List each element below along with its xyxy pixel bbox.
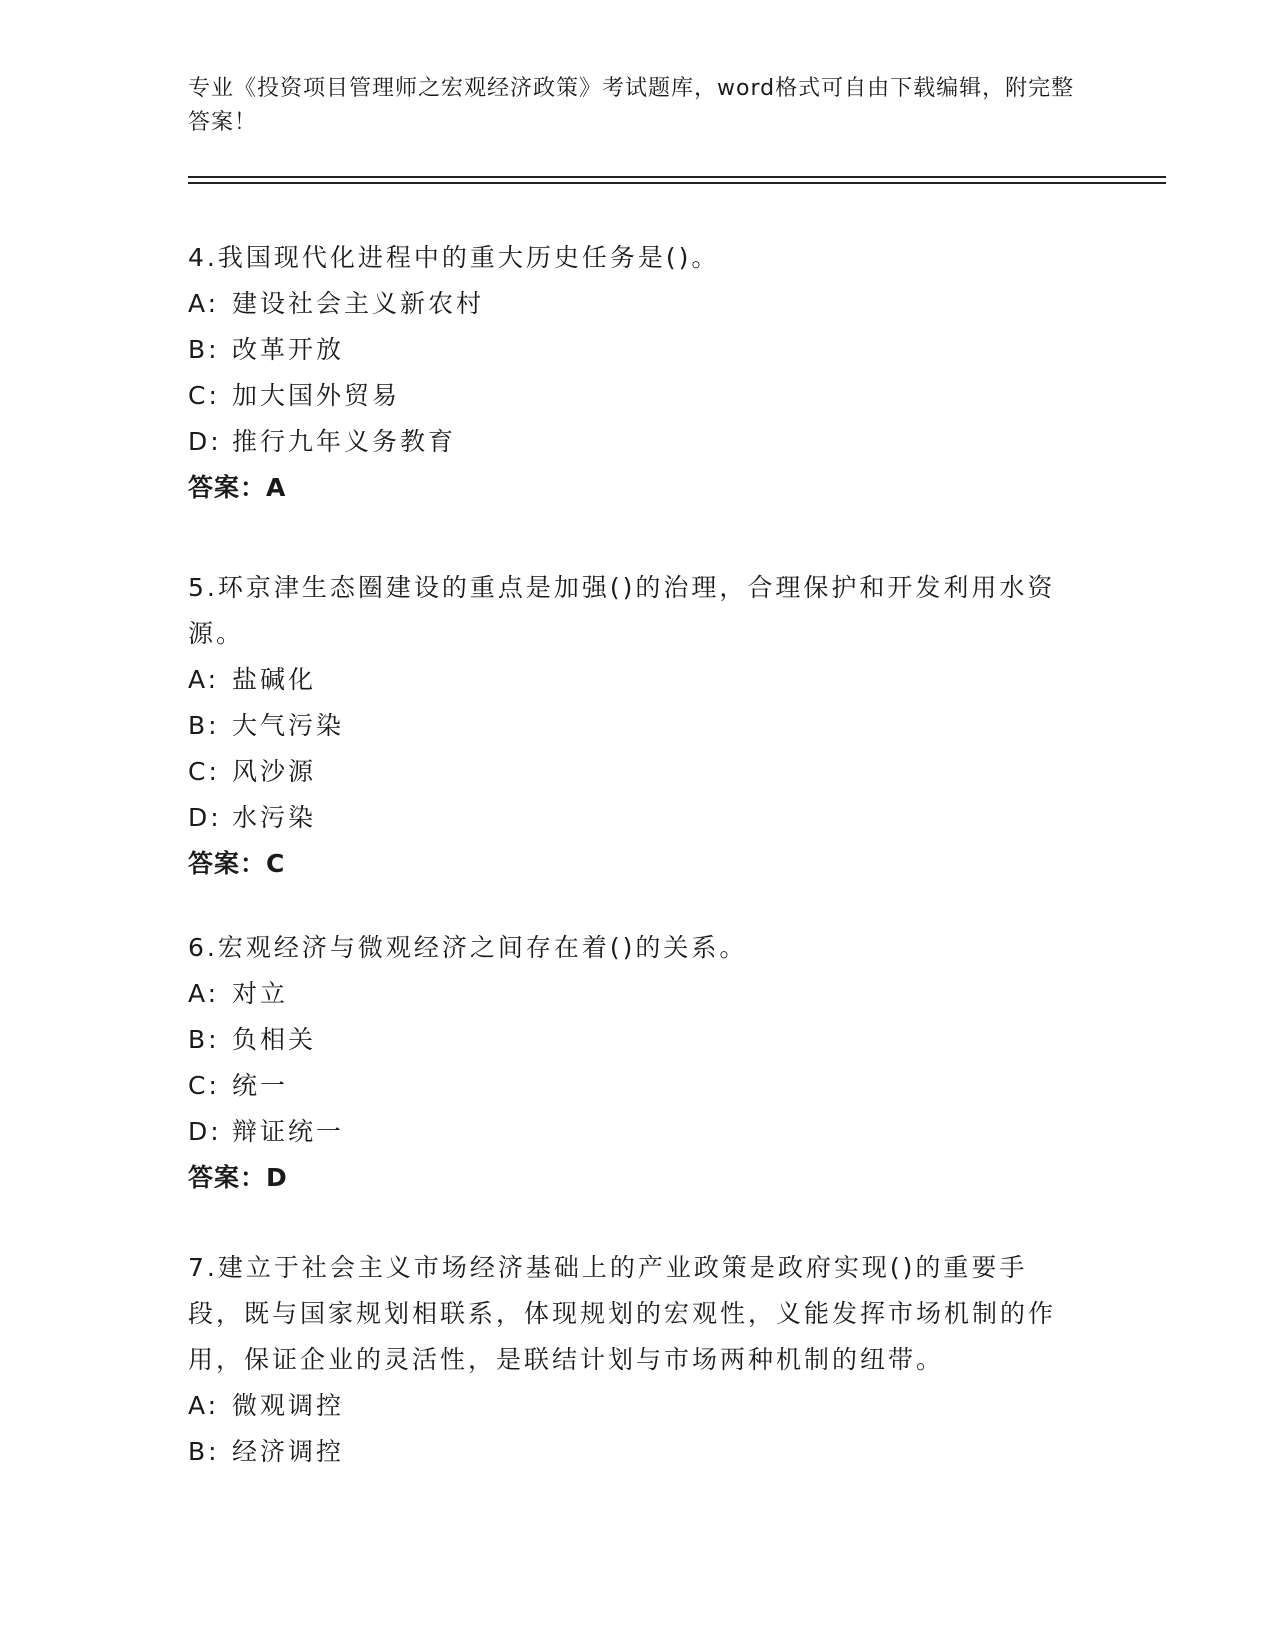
question-6 (188, 925, 1068, 1201)
option-d (188, 1109, 1068, 1155)
option-c (188, 373, 1068, 419)
option-label: A: (188, 979, 220, 1008)
header-divider-bottom (188, 182, 1166, 184)
header-divider-top (188, 176, 1166, 178)
option-text: 改革开放 (232, 335, 345, 364)
option-text: 推行九年义务教育 (232, 427, 457, 456)
option-text: 大气污染 (232, 711, 345, 740)
option-label: B: (188, 1437, 220, 1466)
option-b (188, 1429, 1068, 1475)
option-label: A: (188, 665, 220, 694)
option-label: D: (188, 1117, 222, 1146)
option-a (188, 971, 1068, 1017)
option-label: C: (188, 1071, 220, 1100)
option-text: 建设社会主义新农村 (232, 289, 485, 318)
option-label: A: (188, 1391, 220, 1420)
answer-line: 答案：C (188, 849, 286, 878)
answer-line: 答案：A (188, 473, 287, 502)
option-b (188, 1017, 1068, 1063)
question-7 (188, 1245, 1068, 1475)
option-c (188, 1063, 1068, 1109)
option-c (188, 749, 1068, 795)
option-b (188, 327, 1068, 373)
question-stem: 5.环京津生态圈建设的重点是加强()的治理，合理保护和开发利用水资源。 (188, 573, 1056, 648)
option-text: 对立 (232, 979, 289, 1008)
option-b (188, 703, 1068, 749)
option-label: A: (188, 289, 220, 318)
document-header (188, 72, 1088, 140)
question-stem: 4.我国现代化进程中的重大历史任务是()。 (188, 243, 720, 272)
option-d (188, 795, 1068, 841)
option-d (188, 419, 1068, 465)
option-text: 加大国外贸易 (232, 381, 401, 410)
option-text: 盐碱化 (232, 665, 317, 694)
question-stem: 6.宏观经济与微观经济之间存在着()的关系。 (188, 933, 748, 962)
question-stem: 7.建立于社会主义市场经济基础上的产业政策是政府实现()的重要手段，既与国家规划相联系，体现规划的宏观性，义能发挥市场机制的作用，保证企业的灵活性，是联结计划与市场两种机制的纽带。 (188, 1253, 1057, 1374)
option-a (188, 281, 1068, 327)
option-text: 辩证统一 (232, 1117, 345, 1146)
option-text: 风沙源 (232, 757, 317, 786)
option-text: 经济调控 (232, 1437, 345, 1466)
option-label: B: (188, 711, 220, 740)
option-a (188, 1383, 1068, 1429)
header-intro-text: 专业《投资项目管理师之宏观经济政策》考试题库，word格式可自由下载编辑，附完整答案！ (188, 76, 1075, 135)
option-text: 负相关 (232, 1025, 317, 1054)
option-label: B: (188, 335, 220, 364)
option-a (188, 657, 1068, 703)
question-4 (188, 235, 1068, 511)
option-text: 微观调控 (232, 1391, 345, 1420)
option-text: 水污染 (232, 803, 317, 832)
option-text: 统一 (232, 1071, 289, 1100)
option-label: B: (188, 1025, 220, 1054)
option-label: D: (188, 803, 222, 832)
option-label: D: (188, 427, 222, 456)
option-label: C: (188, 381, 220, 410)
answer-line: 答案：D (188, 1163, 288, 1192)
option-label: C: (188, 757, 220, 786)
question-5 (188, 565, 1068, 887)
